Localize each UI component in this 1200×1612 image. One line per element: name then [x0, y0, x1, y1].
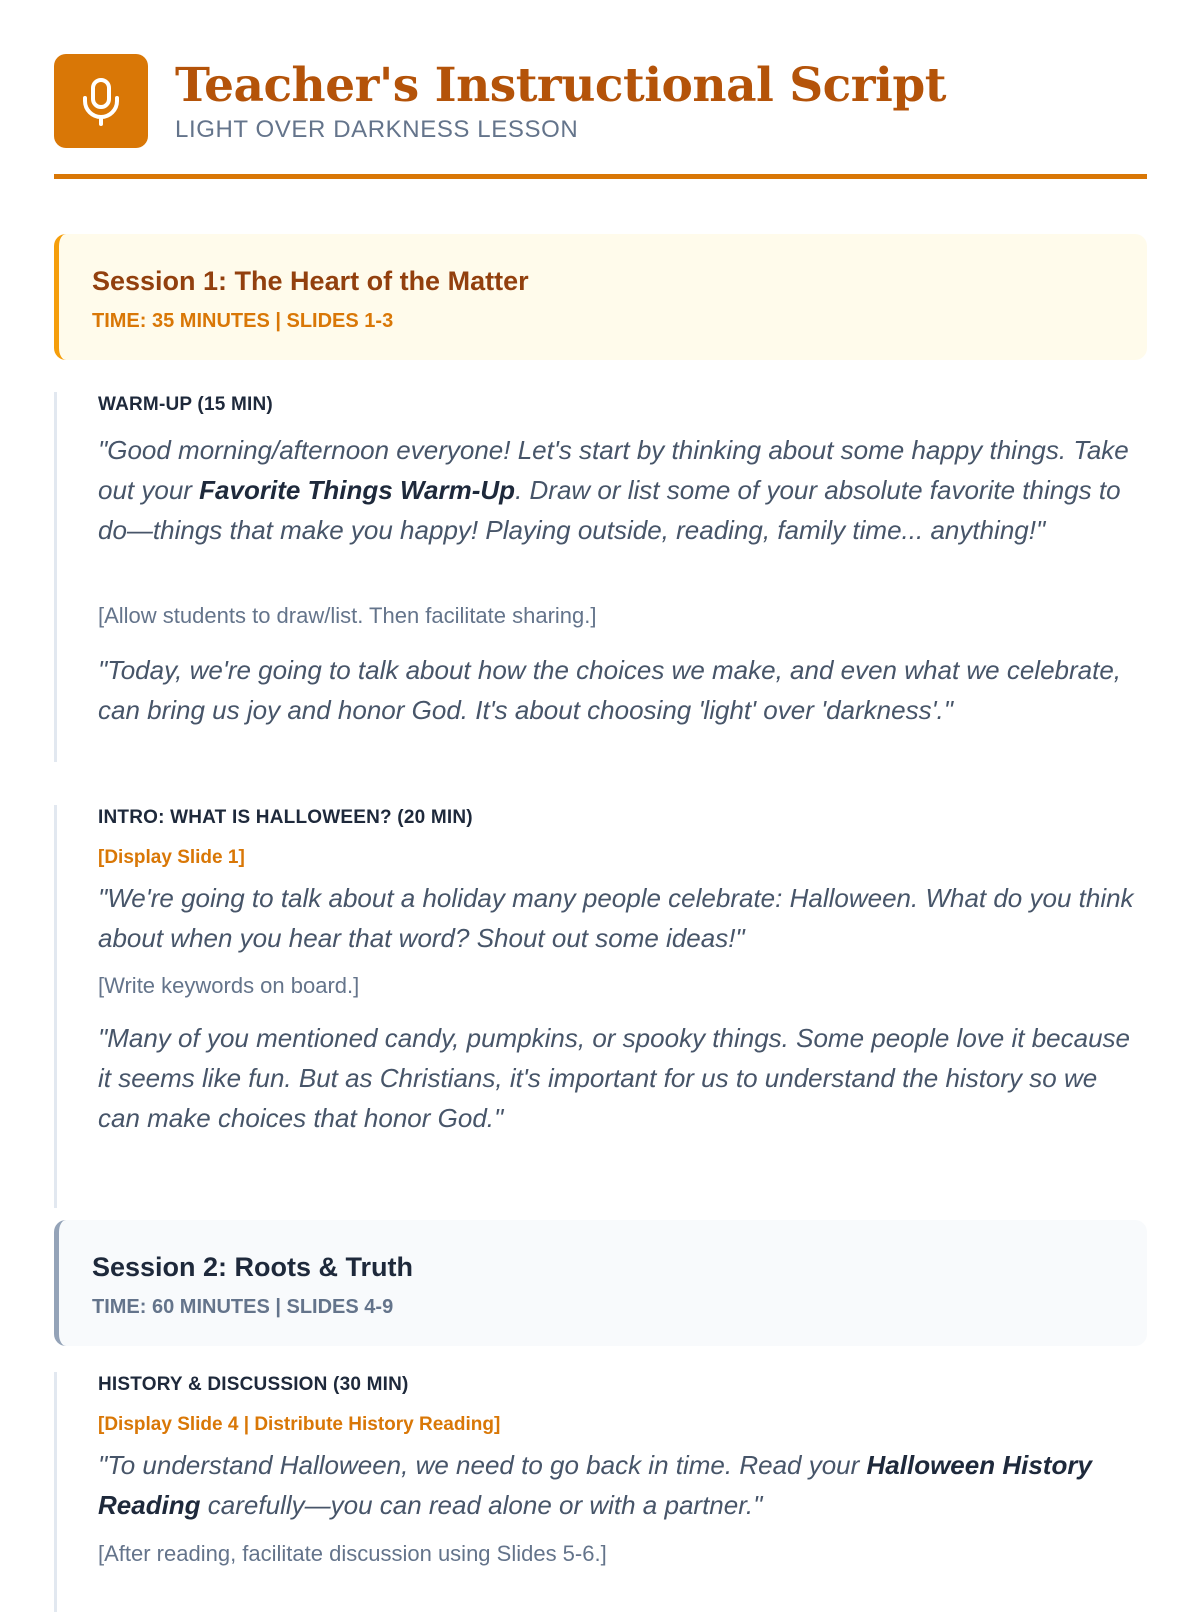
block-heading: INTRO: WHAT IS HALLOWEEN? (20 MIN)	[98, 807, 473, 828]
block-heading: HISTORY & DISCUSSION (30 MIN)	[98, 1374, 409, 1395]
speech-emphasis: Halloween History Reading	[98, 1450, 1092, 1520]
teacher-note: [Allow students to draw/list. Then facilitate sharing.]	[98, 603, 597, 628]
script-block-warm-up	[54, 392, 1147, 762]
speech-text: . Draw or list some of your absolute favorite things to do—things that make you happy! Playing outside, reading, family time... anything!"	[98, 475, 1121, 545]
session-1-header	[54, 234, 1147, 360]
page-subtitle: LIGHT OVER DARKNESS LESSON	[175, 116, 579, 143]
script-block-history	[54, 1372, 1147, 1612]
header-divider	[54, 174, 1147, 179]
slide-cue: [Display Slide 4 | Distribute History Reading]	[98, 1414, 501, 1435]
page-title: Teacher's Instructional Script	[175, 58, 946, 113]
teacher-note: [After reading, facilitate discussion using Slides 5-6.]	[98, 1541, 607, 1566]
slide-cue: [Display Slide 1]	[98, 847, 245, 868]
script-speech: "We're going to talk about a holiday many people celebrate: Halloween. What do you think about when you hear that word? Shout out some ideas!"	[98, 883, 1134, 953]
session-meta: TIME: 35 MINUTES | SLIDES 1-3	[92, 310, 394, 332]
speech-text: "To understand Halloween, we need to go back in time. Read your	[98, 1450, 867, 1480]
script-speech	[98, 1445, 1138, 1525]
microphone-icon	[54, 54, 148, 148]
speech-text: carefully—you can read alone or with a partner."	[200, 1490, 763, 1520]
block-heading: WARM-UP (15 MIN)	[98, 394, 273, 415]
session-2-header	[54, 1220, 1147, 1346]
session-title: Session 1: The Heart of the Matter	[92, 266, 529, 296]
speech-emphasis: Favorite Things Warm-Up	[199, 475, 516, 505]
script-speech	[98, 430, 1138, 550]
speech-text: "Good morning/afternoon everyone! Let's start by thinking about some happy things. Take out your	[98, 435, 1129, 505]
teacher-note: [Write keywords on board.]	[98, 973, 360, 998]
script-page	[54, 54, 1147, 1566]
script-speech: "Today, we're going to talk about how the choices we make, and even what we celebrate, can bring us joy and honor God. It's about choosing 'light' over 'darkness'."	[98, 655, 1122, 725]
session-title: Session 2: Roots & Truth	[92, 1252, 414, 1282]
session-meta: TIME: 60 MINUTES | SLIDES 4-9	[92, 1296, 394, 1318]
script-speech: "Many of you mentioned candy, pumpkins, or spooky things. Some people love it because it seems like fun. But as Christians, it's important for us to understand the history so we can make choices that honor God."	[98, 1023, 1131, 1133]
page-header	[54, 54, 1147, 148]
script-block-intro	[54, 805, 1147, 1208]
